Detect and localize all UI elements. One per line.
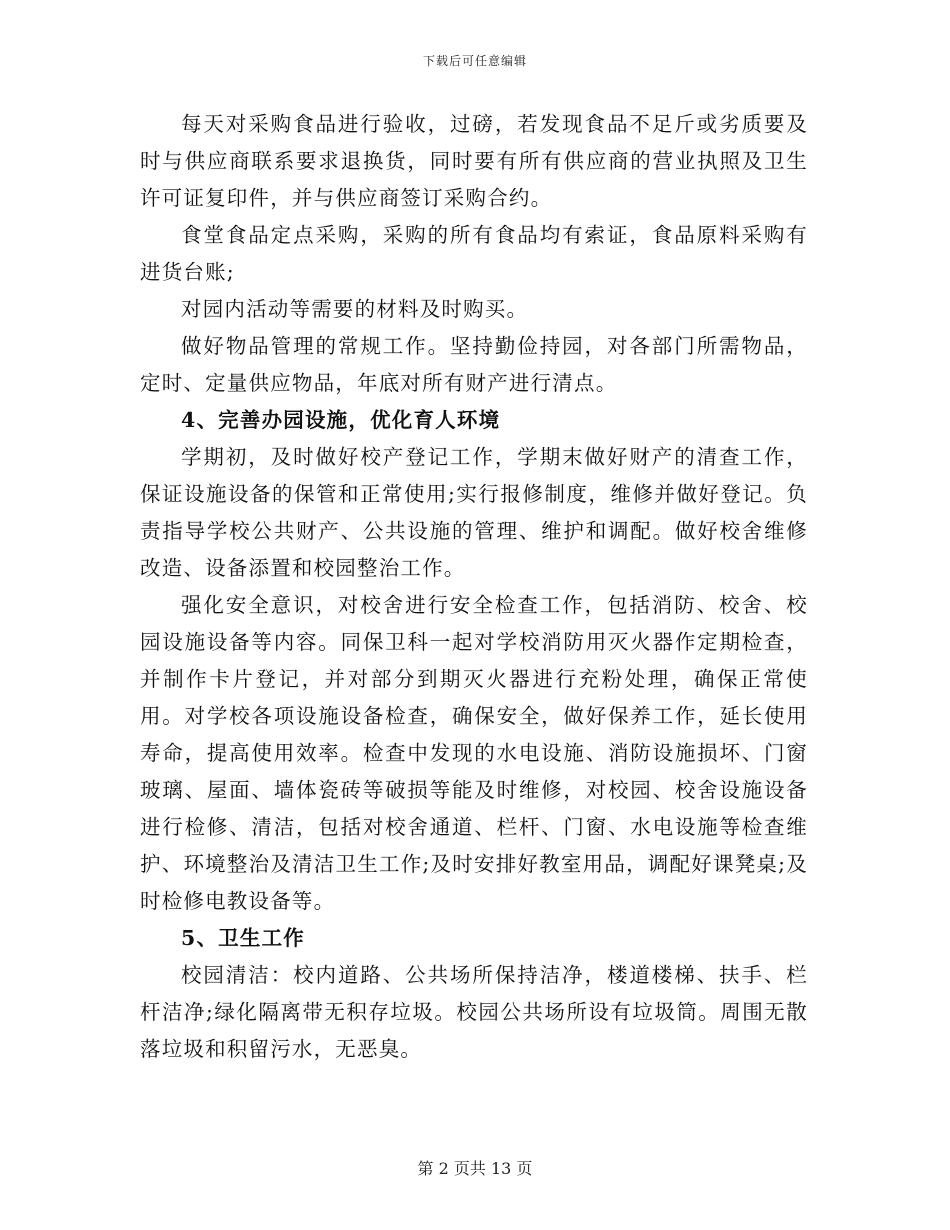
section-heading-5: 5、卫生工作 [181, 926, 305, 950]
paragraph-asset-registration: 学期初，及时做好校产登记工作，学期末做好财产的清查工作，保证设施设备的保管和正常使用;实行报修制度，维修并做好登记。负责指导学校公共财产、公共设施的管理、维护和调配。做好校舍维修改造、设备添置和校园整治工作。 [140, 445, 808, 580]
paragraph-canteen-purchase: 食堂食品定点采购，采购的所有食品均有索证，食品原料采购有进货台账; [140, 223, 808, 284]
document-body [140, 106, 808, 1068]
paragraph-goods-management: 做好物品管理的常规工作。坚持勤俭持园，对各部门所需物品，定时、定量供应物品，年底对所有财产进行清点。 [140, 334, 808, 395]
section-heading-4: 4、完善办园设施，优化育人环境 [181, 408, 501, 432]
page-header: 下载后可任意编辑 [422, 54, 527, 68]
paragraph-safety-inspection: 强化安全意识，对校舍进行安全检查工作，包括消防、校舍、校园设施设备等内容。同保卫科一起对学校消防用灭火器作定期检查，并制作卡片登记，并对部分到期灭火器进行充粉处理，确保正常使用。对学校各项设施设备检查，确保安全，做好保养工作，延长使用寿命，提高使用效率。检查中发现的水电设施、消防设施损坏、门窗玻璃、屋面、墙体瓷砖等破损等能及时维修，对校园、校舍设施设备进行检修、清洁，包括对校舍通道、栏杆、门窗、水电设施等检查维护、环境整治及清洁卫生工作;及时安排好教室用品，调配好课凳桌;及时检修电教设备等。 [140, 593, 808, 913]
paragraph-campus-cleaning: 校园清洁：校内道路、公共场所保持洁净，楼道楼梯、扶手、栏杆洁净;绿化隔离带无积存垃圾。校园公共场所设有垃圾筒。周围无散落垃圾和积留污水，无恶臭。 [140, 963, 808, 1061]
paragraph-inspection: 每天对采购食品进行验收，过磅，若发现食品不足斤或劣质要及时与供应商联系要求退换货，同时要有所有供应商的营业执照及卫生许可证复印件，并与供应商签订采购合约。 [140, 112, 808, 210]
paragraph-activity-materials: 对园内活动等需要的材料及时购买。 [181, 297, 529, 321]
page-footer: 第 2 页共 13 页 [417, 1159, 533, 1178]
